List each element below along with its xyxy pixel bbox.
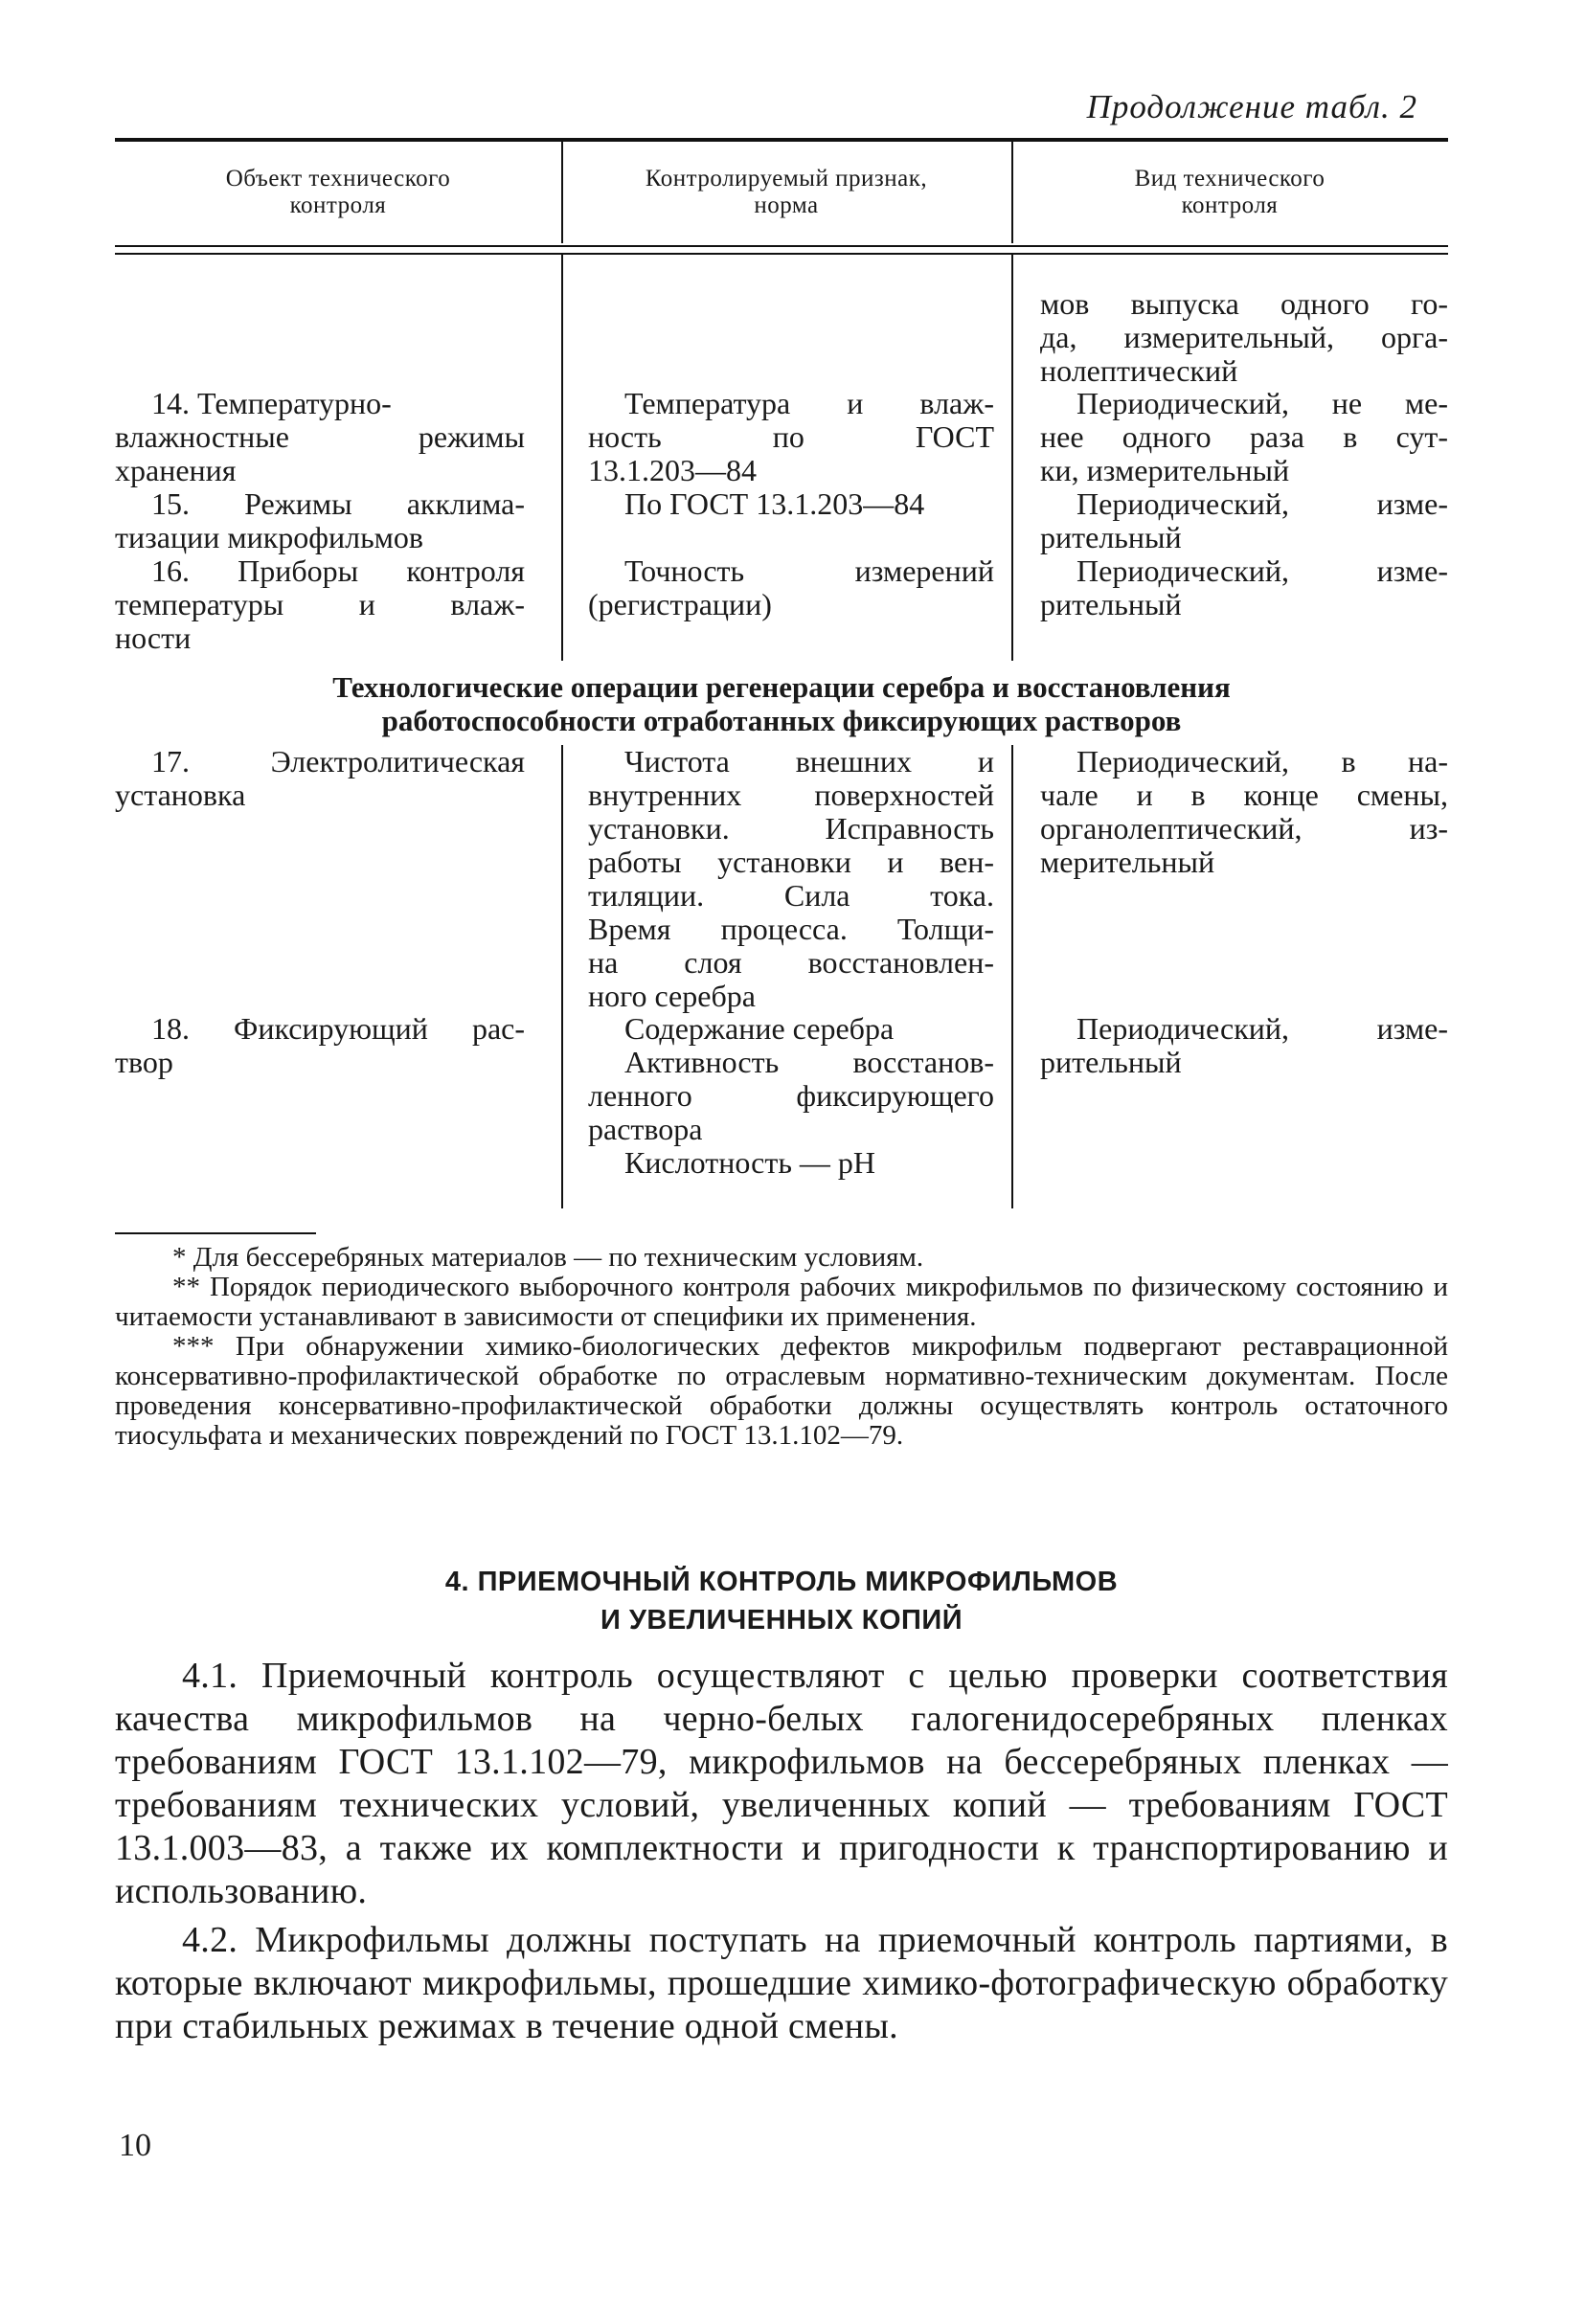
paragraph-4-2: 4.2. Микрофильмы должны поступать на приемочный контроль партиями, в которые включают микрофильмы, прошедшие химико-фотографическую обработку при стабильных режимах в течение одной смены. [115,1920,1448,2046]
row-18-object: 18. Фиксирующий рас- твор [115,1011,525,1079]
row-17-kind: Периодический, в на- чале и в конце смены, органолептический, из- мерительный [1040,744,1448,879]
row-15-object: 15. Режимы акклима- тизации микрофильмов [115,486,525,554]
chapter-heading-line-1: 4. ПРИЕМОЧНЫЙ КОНТРОЛЬ МИКРОФИЛЬМОВ [444,1567,1119,1597]
footnote-2: ** Порядок периодического выборочного контроля рабочих микрофильмов по физическому состоянию и читаемости устанавливают в зависимости от специфики их применения. [115,1272,1448,1332]
header-rule-lower [115,253,1448,255]
column-divider [561,255,563,661]
column-divider [1011,255,1013,661]
header-kind [1011,142,1448,243]
page-number: 10 [119,2128,151,2163]
header-kind-line-1: Вид технического [1134,166,1325,192]
chapter-heading [115,1563,1448,1639]
footnote-3: *** При обнаружении химико-биологических дефектов микрофильм подвергают реставрационной консервативно-профилактической обработке по отраслевым нормативно-техническим документам. После проведения консервативно-профилактической обработки должны осуществлять контроль остаточного тиосульфата и механических повреждений по ГОСТ 13.1.102—79. [115,1331,1448,1451]
footnotes [115,1243,1448,1451]
table-section-title [115,670,1448,737]
row-16-feature: Точность измерений (регистрации) [588,553,994,621]
header-object [115,142,561,243]
header-object-line-1: Объект технического [225,166,451,192]
column-divider [561,142,563,243]
paragraph-4-1: 4.1. Приемочный контроль осуществляют с целью проверки соответствия качества микрофильмов на черно-белых галогенидосеребряных пленках требованиям ГОСТ 13.1.102—79, микрофильмов на бессеребряных пленках — требованиям технических условий, увеличенных копий — требованиям ГОСТ 13.1.003—83, а также их комплектности и пригодности к транспортированию и использованию. [115,1656,1448,1911]
row-17-object: 17. Электролитическая установка [115,744,525,812]
section-title-line-2: работоспособности отработанных фиксирующих растворов [381,704,1182,737]
header-feature-line-1: Контролируемый признак, [645,166,928,192]
row-17-feature: Чистота внешних и внутренних поверхностей установки. Исправность работы установки и вен- тиляции. Сила тока. Время процесса. Толщи- на слоя восстановлен- ного серебра [588,744,994,1013]
section-title-line-1: Технологические операции регенерации серебра и восстановления [332,670,1231,704]
footnote-separator [115,1232,316,1234]
row-14-object: 14. Температурно- влажностные режимы хранения [115,386,525,487]
table-header-row [115,142,1448,243]
table-continuation-label: Продолжение табл. 2 [1086,88,1417,125]
header-rule-upper [115,245,1448,247]
body-text [115,1655,1448,2054]
column-divider [1011,745,1013,1208]
footnote-1: * Для бессеребряных материалов — по техническим условиям. [172,1242,924,1273]
row-14-feature: Температура и влаж- ность по ГОСТ 13.1.203—84 [588,386,994,487]
header-kind-line-2: контроля [1181,192,1279,218]
kind-carry-over: мов выпуска одного го- да, измерительный, орга- нолептический [1040,286,1448,388]
row-16-kind: Периодический, изме- рительный [1040,553,1448,621]
row-15-kind: Периодический, изме- рительный [1040,486,1448,554]
column-divider [1011,142,1013,243]
row-16-object: 16. Приборы контроля температуры и влаж- ности [115,553,525,655]
row-18-feature: Содержание серебра Активность восстанов- ленного фиксирующего раствора Кислотность — pH [588,1011,994,1180]
header-object-line-2: контроля [289,192,387,218]
row-15-feature: По ГОСТ 13.1.203—84 [624,486,925,521]
column-divider [561,745,563,1208]
chapter-heading-line-2: И УВЕЛИЧЕННЫХ КОПИЙ [600,1605,963,1636]
row-14-kind: Периодический, не ме- нее одного раза в сут- ки, измерительный [1040,386,1448,487]
header-feature [561,142,1011,243]
row-18-kind: Периодический, изме- рительный [1040,1011,1448,1079]
header-feature-line-2: норма [754,192,819,218]
